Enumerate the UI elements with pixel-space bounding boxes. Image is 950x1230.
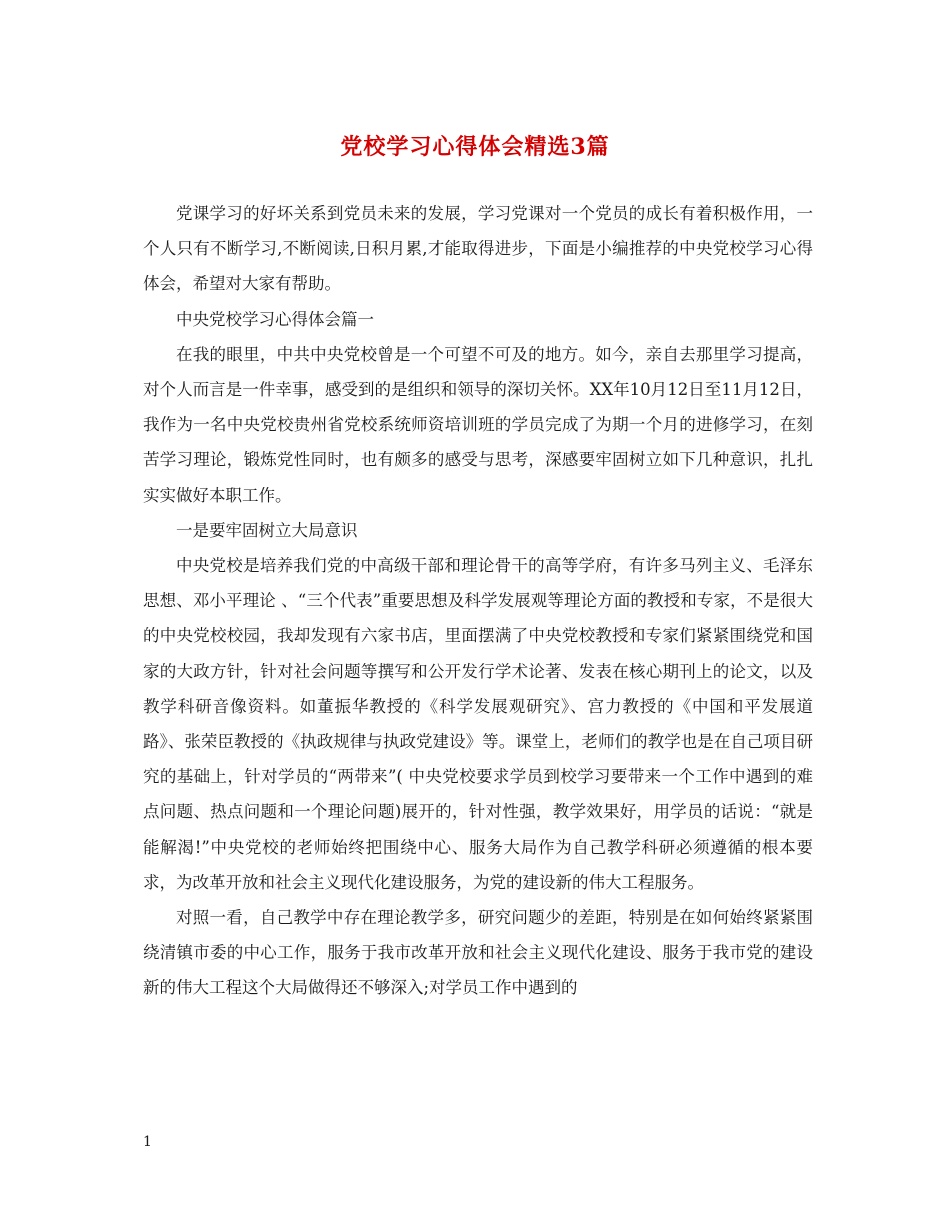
body-paragraph: 在我的眼里，中共中央党校曾是一个可望不可及的地方。如今，亲自去那里学习提高，对个人而言是一件幸事，感受到的是组织和领导的深切关怀。XX年10月12日至11月12日，我作为一名中央党校贵州省党校系统师资培训班的学员完成了为期一个月的进修学习，在刻苦学习理论，锻炼党性同时，也有颇多的感受与思考，深感要牢固树立如下几种意识，扎扎实实做好本职工作。 [143,344,813,505]
page-number: 1 [143,1134,152,1150]
intro-paragraph: 党课学习的好坏关系到党员未来的发展，学习党课对一个党员的成长有着积极作用，一个人只有不断学习,不断阅读,日积月累,才能取得进步，下面是小编推荐的中央党校学习心得体会，希望对大家有帮助。 [143,204,813,294]
document-body [143,196,813,1006]
body-paragraph: 中央党校是培养我们党的中高级干部和理论骨干的高等学府，有许多马列主义、毛泽东思想、邓小平理论 、“三个代表”重要思想及科学发展观等理论方面的教授和专家，不是很大的中央党校校园，我却发现有六家书店，里面摆满了中央党校教授和专家们紧紧围绕党和国家的大政方针，针对社会问题等撰写和公开发行学术论著、发表在核心期刊上的论文，以及教学科研音像资料。如董振华教授的《科学发展观研究》、宫力教授的《中国和平发展道路》、张荣臣教授的《执政规律与执政党建设》等。课堂上，老师们的教学也是在自己项目研究的基础上，针对学员的“两带来”( 中央党校要求学员到校学习要带来一个工作中遇到的难点问题、热点问题和一个理论问题)展开的，针对性强，教学效果好，用学员的话说：“就是能解渴!”中央党校的老师始终把围绕中心、服务大局作为自己教学科研必须遵循的根本要求，为改革开放和社会主义现代化建设服务，为党的建设新的伟大工程服务。 [143,556,813,892]
section-heading: 中央党校学习心得体会篇一 [176,309,374,329]
document-title: 党校学习心得体会精选3篇 [340,134,610,160]
body-paragraph: 对照一看，自己教学中存在理论教学多，研究问题少的差距，特别是在如何始终紧紧围绕清镇市委的中心工作，服务于我市改革开放和社会主义现代化建设、服务于我市党的建设新的伟大工程这个大局做得还不够深入;对学员工作中遇到的 [143,908,813,998]
subsection-heading: 一是要牢固树立大局意识 [176,520,358,540]
